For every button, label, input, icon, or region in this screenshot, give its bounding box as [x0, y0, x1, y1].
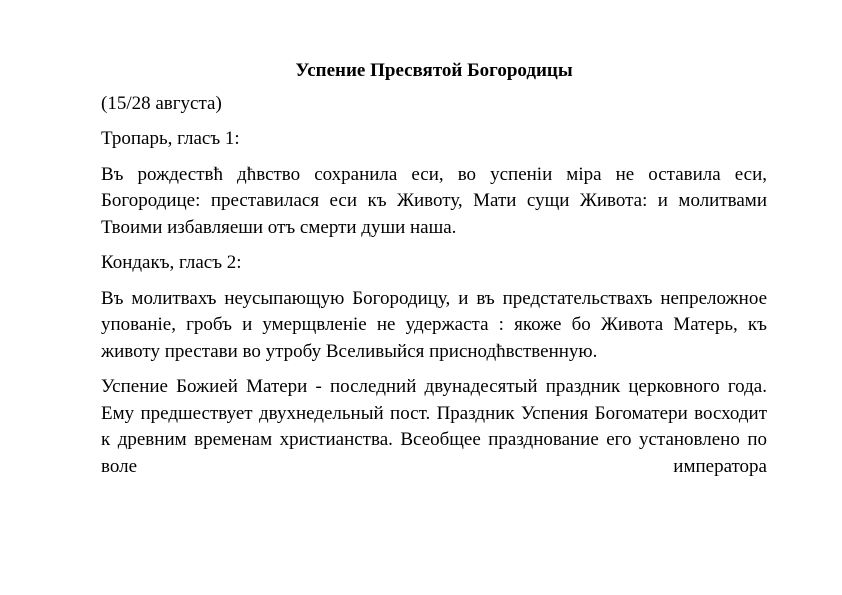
kontakion-heading: Кондакъ, гласъ 2: — [101, 252, 242, 273]
page-title: Успение Пресвятой Богородицы — [295, 60, 573, 81]
description-paragraph: Успение Божией Матери - последний двунадесятый праздник церковного года. Ему предшествует двухнедельный пост. Праздник Успения Богоматери восходит к древним временам христианства. Всеобщее празднование его установлено по воле императора — [101, 376, 767, 477]
document-body — [101, 58, 767, 489]
troparion-heading: Тропарь, гласъ 1: — [101, 128, 240, 149]
kontakion-text: Въ молитвахъ неусыпающую Богородицу, и въ предстательствахъ непреложное упованіе, гробъ и умерщвленіе не удержаста : якоже бо Живота Матерь, къ животу престави во утробу Вселивыйся приснодħвственную. — [101, 287, 767, 362]
troparion-text: Въ рождествħ дħвство сохранила еси, во успеніи міра не оставила еси, Богородице: преставилася еси къ Животу, Мати сущи Живота: и молитвами Твоими избавляеши отъ смерти души наша. — [101, 163, 767, 238]
feast-date: (15/28 августа) — [101, 92, 222, 114]
